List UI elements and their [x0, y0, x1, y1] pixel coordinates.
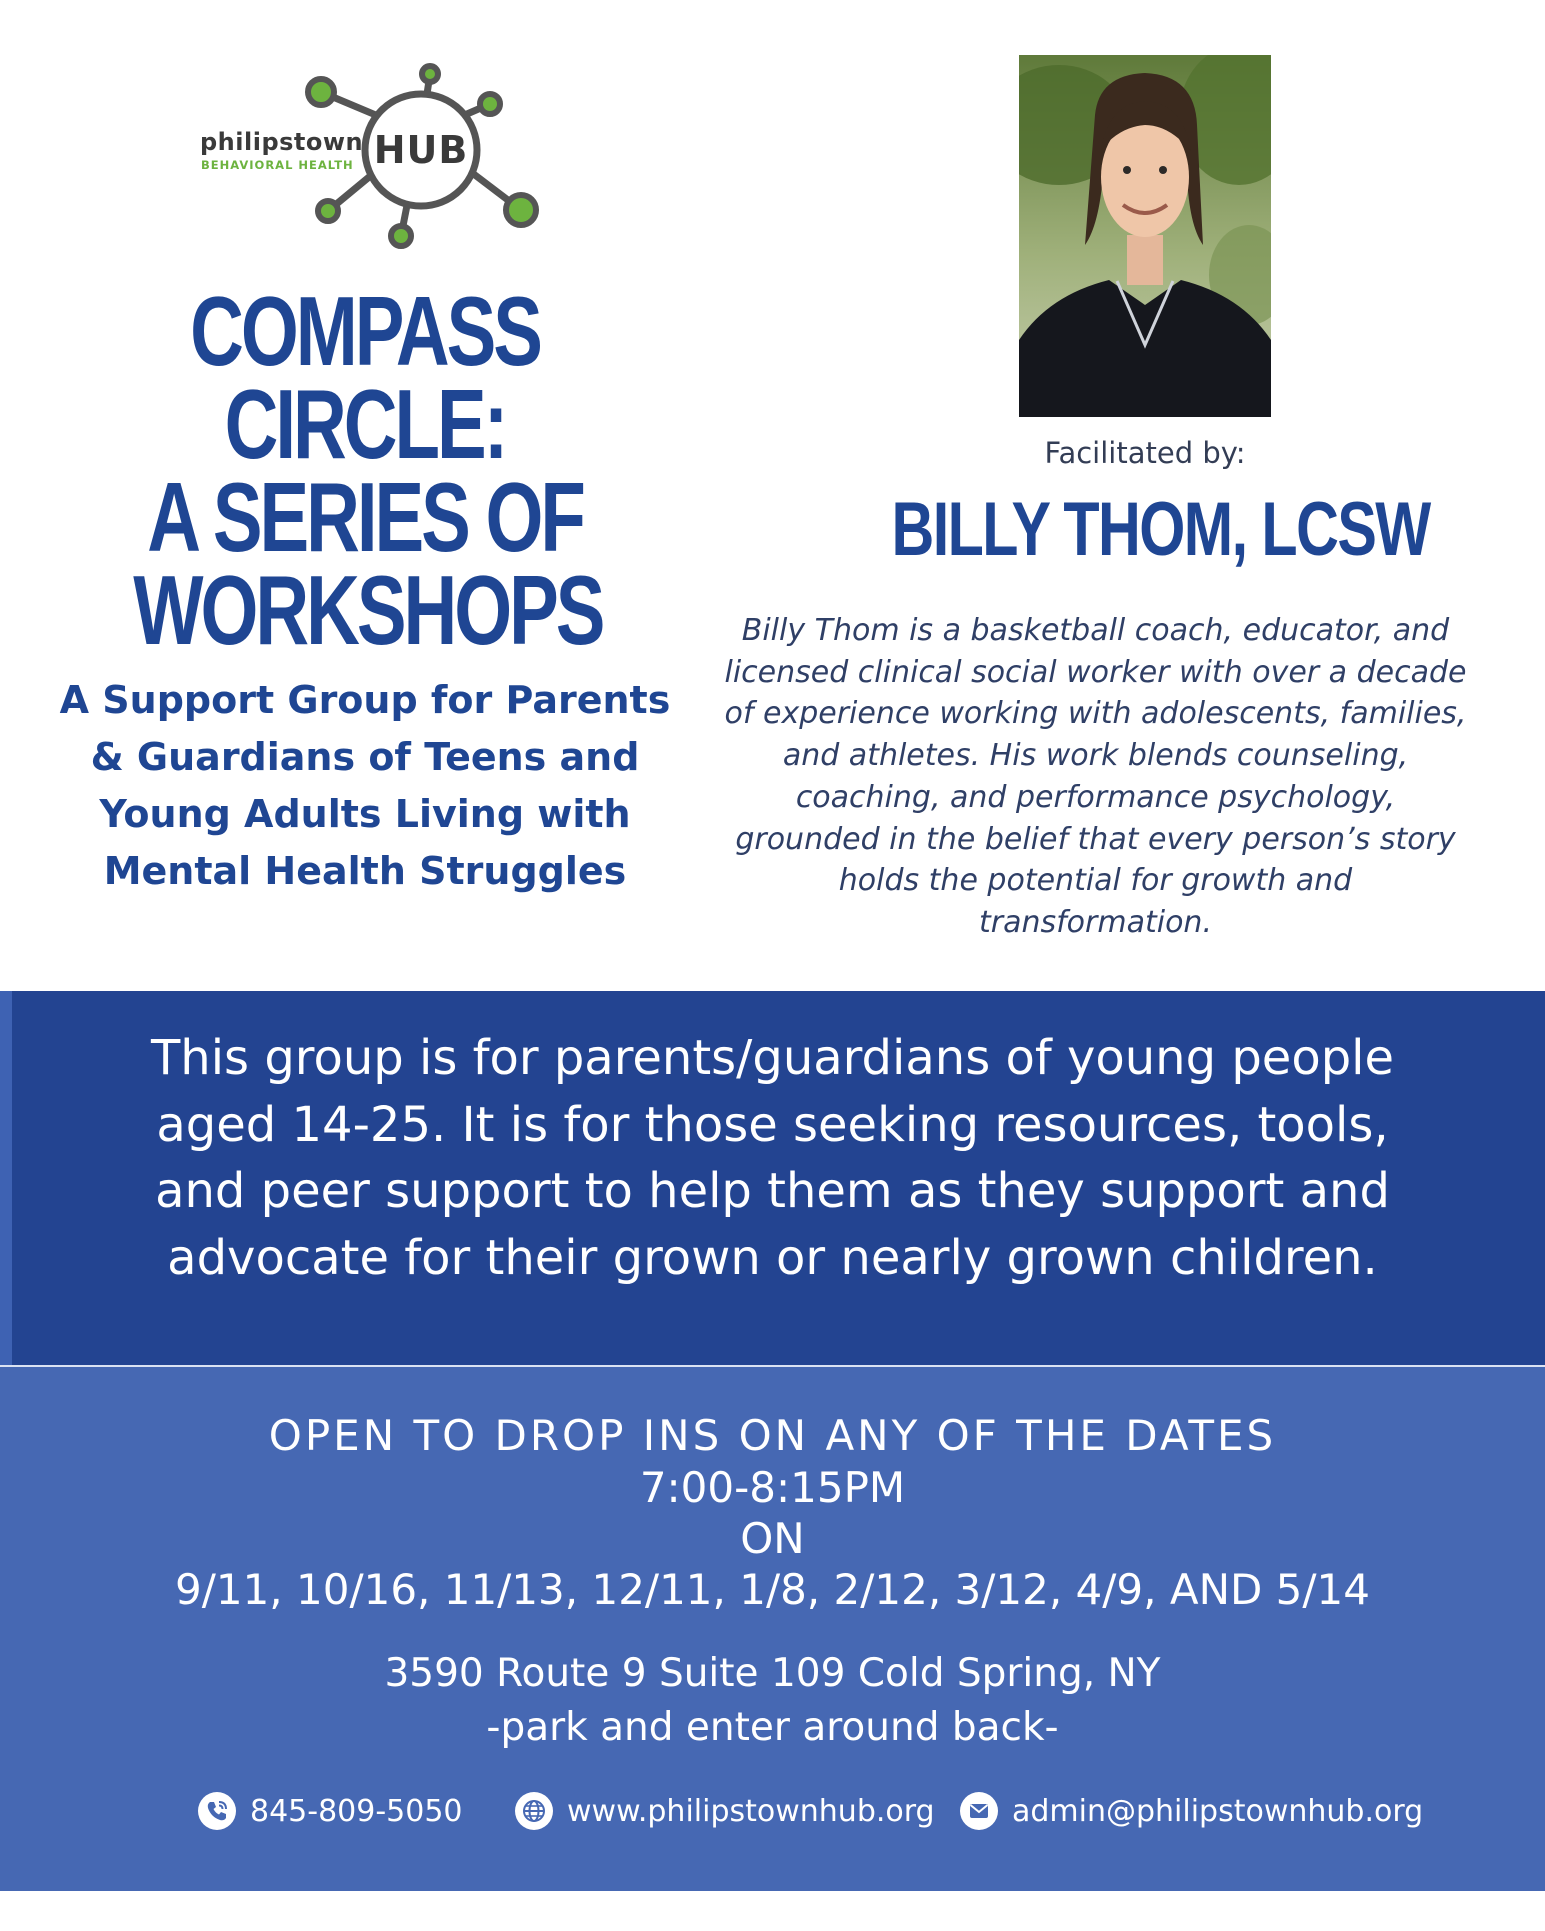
bio-line: grounded in the belief that every person’s story: [735, 821, 1456, 857]
location-address: 3590 Route 9 Suite 109 Cold Spring, NY: [384, 1651, 1161, 1696]
contact-email[interactable]: [960, 1791, 1423, 1831]
band-edge-accent: [0, 991, 12, 1365]
contact-website[interactable]: [515, 1791, 935, 1831]
title-line: COMPASS: [190, 276, 540, 386]
logo-tagline: BEHAVIORAL HEALTH: [201, 158, 354, 172]
facilitated-by-label: Facilitated by:: [1044, 436, 1246, 470]
phone-icon: [198, 1792, 236, 1830]
subtitle-line: Young Adults Living with: [99, 792, 631, 836]
email-address: admin@philipstownhub.org: [1012, 1793, 1424, 1829]
subtitle-line: & Guardians of Teens and: [90, 735, 640, 779]
bio-line: coaching, and performance psychology,: [795, 779, 1396, 815]
subtitle-line: Mental Health Struggles: [103, 849, 627, 893]
facilitator-name: BILLY THOM, LCSW: [891, 487, 1430, 572]
schedule-time: 7:00-8:15PM: [639, 1463, 906, 1512]
schedule-dates: 9/11, 10/16, 11/13, 12/11, 1/8, 2/12, 3/12, 4/9, AND 5/14: [174, 1565, 1370, 1614]
bio-line: of experience working with adolescents, families,: [724, 696, 1467, 732]
workshop-subtitle: [55, 672, 675, 900]
phone-number: 845-809-5050: [250, 1793, 463, 1829]
bio-line: Billy Thom is a basketball coach, educator, and: [741, 613, 1450, 648]
philipstown-hub-logo: [195, 58, 550, 258]
description-line: advocate for their grown or nearly grown children.: [167, 1229, 1378, 1286]
website-url: www.philipstownhub.org: [567, 1793, 935, 1829]
bio-line: transformation.: [979, 904, 1212, 940]
bio-line: licensed clinical social worker with over a decade: [724, 654, 1467, 690]
title-line: WORKSHOPS: [133, 555, 603, 665]
description-line: aged 14-25. It is for those seeking resources, tools,: [156, 1096, 1389, 1153]
description-line: and peer support to help them as they support and: [155, 1163, 1390, 1219]
facilitator-bio: [688, 610, 1503, 944]
schedule-on: ON: [740, 1514, 805, 1563]
facilitator-photo: [1019, 55, 1271, 417]
envelope-icon: [960, 1792, 998, 1830]
logo-wordmark: philipstown: [200, 128, 364, 156]
workshop-title: [133, 276, 603, 665]
contact-phone[interactable]: [198, 1791, 463, 1831]
subtitle-line: A Support Group for Parents: [59, 678, 671, 722]
bio-line: holds the potential for growth and: [838, 863, 1353, 899]
schedule-heading: OPEN TO DROP INS ON ANY OF THE DATES: [268, 1411, 1277, 1460]
location-note: -park and enter around back-: [486, 1705, 1059, 1750]
bio-line: and athletes. His work blends counseling,: [782, 738, 1409, 774]
logo-hub-text: HUB: [373, 128, 469, 172]
title-line: A SERIES OF: [147, 462, 583, 572]
title-line: CIRCLE:: [224, 369, 506, 479]
globe-icon: [515, 1792, 553, 1830]
description-line: This group is for parents/guardians of young people: [150, 1030, 1395, 1086]
group-description: [30, 1025, 1515, 1291]
